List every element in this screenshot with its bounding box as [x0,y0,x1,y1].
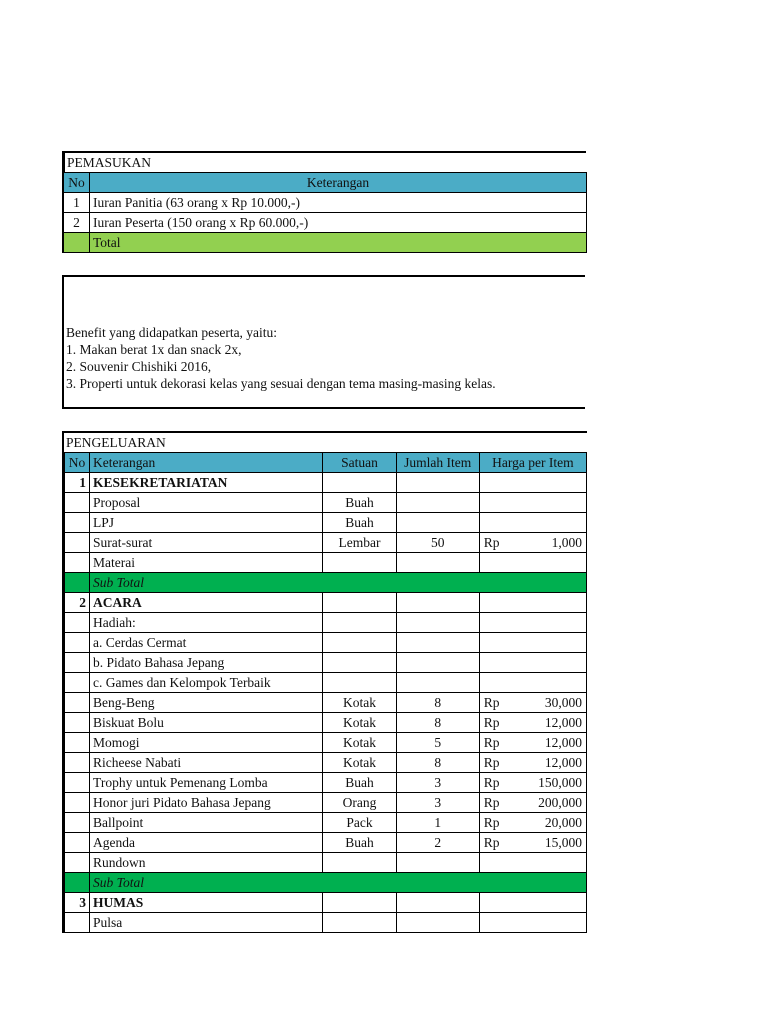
pemasukan-header-row [64,173,587,193]
item-satuan: Kotak [323,713,396,733]
table-row [65,713,587,733]
table-row [65,813,587,833]
item-keterangan: Rundown [90,853,323,873]
benefit-box [62,275,585,409]
table-row [65,613,587,633]
row-no-cell [65,533,90,553]
row-no-cell [65,833,90,853]
item-jumlah: 8 [396,753,479,773]
item-harga [479,813,586,833]
row-no-cell [65,693,90,713]
table-row [65,773,587,793]
row-no-cell [65,653,90,673]
section-no: 3 [65,893,90,913]
row-no-cell [65,713,90,733]
row-no-cell [65,873,90,893]
row-no: 2 [64,213,90,233]
item-jumlah [396,553,479,573]
header-no: No [64,173,90,193]
item-jumlah [396,913,479,933]
total-row [64,233,587,253]
item-satuan: Buah [323,773,396,793]
price-value: 150,000 [538,775,582,790]
price-value: 12,000 [544,715,582,730]
price-wrap [480,773,586,792]
price-value: 1,000 [551,535,582,550]
empty-cell [396,893,479,913]
item-jumlah [396,633,479,653]
pemasukan-table [63,172,587,253]
item-harga [479,773,586,793]
item-keterangan: Pulsa [90,913,323,933]
benefit-line: 2. Souvenir Chishiki 2016, [66,359,212,374]
item-jumlah: 2 [396,833,479,853]
item-satuan [323,633,396,653]
item-jumlah: 5 [396,733,479,753]
row-no-cell [65,913,90,933]
row-keterangan: Iuran Peserta (150 orang x Rp 60.000,-) [90,213,587,233]
item-jumlah [396,653,479,673]
section-row [65,893,587,913]
subtotal-row [65,873,587,893]
item-jumlah: 8 [396,693,479,713]
section-no: 2 [65,593,90,613]
row-no-cell [65,813,90,833]
item-keterangan: Hadiah: [90,613,323,633]
item-satuan: Kotak [323,733,396,753]
item-jumlah [396,613,479,633]
currency-label: Rp [483,835,500,850]
header-harga-per-item: Harga per Item [479,453,586,473]
item-jumlah [396,853,479,873]
price-value: 200,000 [538,795,582,810]
currency-label: Rp [483,795,500,810]
row-no: 1 [64,193,90,213]
table-row [65,673,587,693]
subtotal-row [65,573,587,593]
item-satuan [323,653,396,673]
item-satuan: Lembar [323,533,396,553]
item-harga [479,653,586,673]
item-harga [479,713,586,733]
item-satuan [323,913,396,933]
row-no-cell [65,773,90,793]
item-harga [479,553,586,573]
table-row [65,653,587,673]
item-jumlah: 3 [396,773,479,793]
price-value: 15,000 [544,835,582,850]
table-row [65,913,587,933]
currency-label: Rp [483,535,500,550]
table-row [65,793,587,813]
currency-label: Rp [483,755,500,770]
total-no-cell [64,233,90,253]
row-no-cell [65,853,90,873]
item-keterangan: Momogi [90,733,323,753]
row-no-cell [65,493,90,513]
row-no-cell [65,753,90,773]
item-satuan [323,613,396,633]
section-title: KESEKRETARIATAN [90,473,323,493]
price-value: 20,000 [544,815,582,830]
item-satuan: Kotak [323,753,396,773]
price-wrap [480,813,586,832]
item-satuan [323,673,396,693]
section-row [65,593,587,613]
empty-cell [323,893,396,913]
section-title: HUMAS [90,893,323,913]
item-keterangan: Biskuat Bolu [90,713,323,733]
item-harga [479,533,586,553]
row-no-cell [65,553,90,573]
table-row [64,193,587,213]
item-jumlah: 50 [396,533,479,553]
price-wrap [480,533,586,552]
item-keterangan: Proposal [90,493,323,513]
item-satuan: Pack [323,813,396,833]
section-no: 1 [65,473,90,493]
item-satuan: Orang [323,793,396,813]
item-jumlah: 1 [396,813,479,833]
price-value: 12,000 [544,735,582,750]
item-jumlah [396,513,479,533]
subtotal-label: Sub Total [90,873,587,893]
item-keterangan: LPJ [90,513,323,533]
row-no-cell [65,673,90,693]
section-title: ACARA [90,593,323,613]
item-jumlah [396,673,479,693]
price-wrap [480,713,586,732]
item-harga [479,493,586,513]
section-row [65,473,587,493]
header-keterangan: Keterangan [90,173,587,193]
item-harga [479,913,586,933]
item-keterangan: c. Games dan Kelompok Terbaik [90,673,323,693]
pemasukan-caption: PEMASUKAN [63,151,586,172]
empty-cell [479,473,586,493]
row-no-cell [65,613,90,633]
subtotal-label: Sub Total [90,573,587,593]
item-satuan: Buah [323,833,396,853]
row-no-cell [65,793,90,813]
item-harga [479,793,586,813]
price-wrap [480,693,586,712]
price-value: 12,000 [544,755,582,770]
row-no-cell [65,573,90,593]
pengeluaran-caption: PENGELUARAN [64,431,587,452]
item-harga [479,733,586,753]
empty-cell [323,593,396,613]
currency-label: Rp [483,695,500,710]
header-jumlah-item: Jumlah Item [396,453,479,473]
table-row [65,833,587,853]
empty-cell [479,593,586,613]
row-no-cell [65,733,90,753]
benefit-line: Benefit yang didapatkan peserta, yaitu: [66,325,278,340]
empty-cell [396,473,479,493]
total-label: Total [90,233,587,253]
pemasukan-block [62,151,586,253]
price-wrap [480,833,586,852]
row-no-cell [65,633,90,653]
item-satuan [323,853,396,873]
table-row [65,733,587,753]
table-row [65,553,587,573]
price-wrap [480,753,586,772]
table-row [65,753,587,773]
price-wrap [480,733,586,752]
item-keterangan: a. Cerdas Cermat [90,633,323,653]
item-harga [479,833,586,853]
item-harga [479,673,586,693]
item-satuan: Buah [323,513,396,533]
pengeluaran-block [62,431,587,933]
item-harga [479,613,586,633]
currency-label: Rp [483,735,500,750]
item-keterangan: Agenda [90,833,323,853]
item-keterangan: Beng-Beng [90,693,323,713]
item-satuan [323,553,396,573]
benefit-line: 3. Properti untuk dekorasi kelas yang sesuai dengan tema masing-masing kelas. [66,376,496,391]
header-keterangan: Keterangan [90,453,323,473]
empty-cell [479,893,586,913]
item-harga [479,633,586,653]
item-keterangan: Materai [90,553,323,573]
item-jumlah: 3 [396,793,479,813]
header-no: No [65,453,90,473]
currency-label: Rp [483,775,500,790]
item-jumlah [396,493,479,513]
item-keterangan: b. Pidato Bahasa Jepang [90,653,323,673]
item-keterangan: Richeese Nabati [90,753,323,773]
table-row [65,513,587,533]
item-keterangan: Honor juri Pidato Bahasa Jepang [90,793,323,813]
pengeluaran-header-row [65,453,587,473]
currency-label: Rp [483,715,500,730]
table-row [65,633,587,653]
table-row [65,533,587,553]
table-row [65,853,587,873]
item-harga [479,693,586,713]
currency-label: Rp [483,815,500,830]
row-keterangan: Iuran Panitia (63 orang x Rp 10.000,-) [90,193,587,213]
item-harga [479,513,586,533]
row-no-cell [65,513,90,533]
price-value: 30,000 [544,695,582,710]
header-satuan: Satuan [323,453,396,473]
table-row [65,493,587,513]
table-row [65,693,587,713]
item-keterangan: Ballpoint [90,813,323,833]
item-keterangan: Trophy untuk Pemenang Lomba [90,773,323,793]
item-harga [479,753,586,773]
empty-cell [396,593,479,613]
benefit-line: 1. Makan berat 1x dan snack 2x, [66,342,242,357]
pengeluaran-table [64,452,587,933]
item-harga [479,853,586,873]
item-keterangan: Surat-surat [90,533,323,553]
item-jumlah: 8 [396,713,479,733]
item-satuan: Kotak [323,693,396,713]
table-row [64,213,587,233]
price-wrap [480,793,586,812]
empty-cell [323,473,396,493]
item-satuan: Buah [323,493,396,513]
